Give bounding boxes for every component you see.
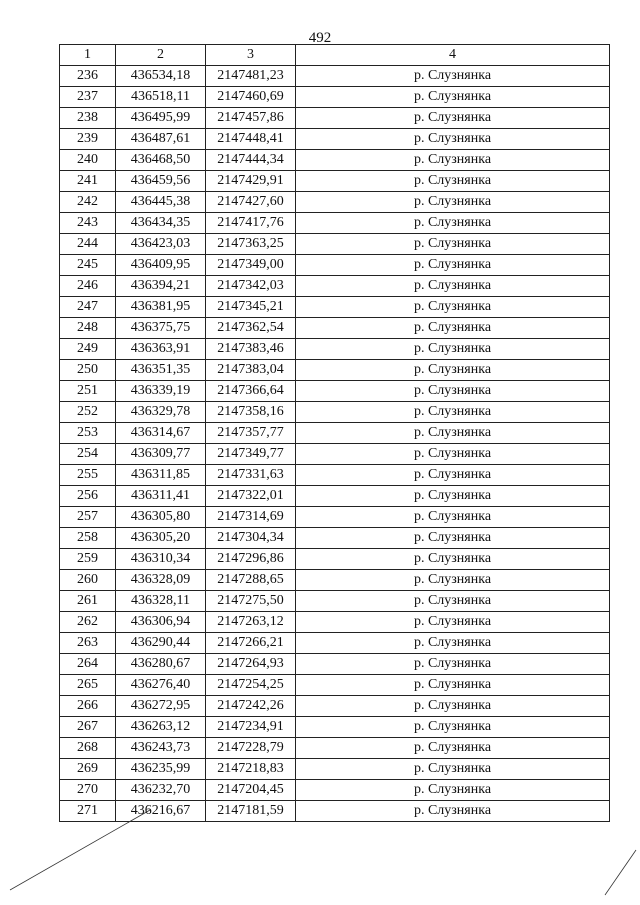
row-number-cell: 244 xyxy=(60,234,116,255)
description-cell: р. Слузнянка xyxy=(296,696,610,717)
y-coordinate-cell: 2147228,79 xyxy=(206,738,296,759)
y-coordinate-cell: 2147357,77 xyxy=(206,423,296,444)
row-number-cell: 267 xyxy=(60,717,116,738)
x-coordinate-cell: 436235,99 xyxy=(116,759,206,780)
y-coordinate-cell: 2147429,91 xyxy=(206,171,296,192)
y-coordinate-cell: 2147234,91 xyxy=(206,717,296,738)
description-cell: р. Слузнянка xyxy=(296,528,610,549)
x-coordinate-cell: 436534,18 xyxy=(116,66,206,87)
row-number-cell: 268 xyxy=(60,738,116,759)
column-header-2: 2 xyxy=(116,45,206,66)
row-number-cell: 240 xyxy=(60,150,116,171)
row-number-cell: 241 xyxy=(60,171,116,192)
row-number-cell: 255 xyxy=(60,465,116,486)
x-coordinate-cell: 436216,67 xyxy=(116,801,206,822)
y-coordinate-cell: 2147254,25 xyxy=(206,675,296,696)
x-coordinate-cell: 436305,80 xyxy=(116,507,206,528)
y-coordinate-cell: 2147481,23 xyxy=(206,66,296,87)
x-coordinate-cell: 436306,94 xyxy=(116,612,206,633)
x-coordinate-cell: 436314,67 xyxy=(116,423,206,444)
y-coordinate-cell: 2147218,83 xyxy=(206,759,296,780)
row-number-cell: 258 xyxy=(60,528,116,549)
x-coordinate-cell: 436487,61 xyxy=(116,129,206,150)
x-coordinate-cell: 436309,77 xyxy=(116,444,206,465)
x-coordinate-cell: 436280,67 xyxy=(116,654,206,675)
description-cell: р. Слузнянка xyxy=(296,549,610,570)
description-cell: р. Слузнянка xyxy=(296,213,610,234)
x-coordinate-cell: 436339,19 xyxy=(116,381,206,402)
row-number-cell: 247 xyxy=(60,297,116,318)
description-cell: р. Слузнянка xyxy=(296,66,610,87)
x-coordinate-cell: 436243,73 xyxy=(116,738,206,759)
description-cell: р. Слузнянка xyxy=(296,255,610,276)
y-coordinate-cell: 2147304,34 xyxy=(206,528,296,549)
y-coordinate-cell: 2147427,60 xyxy=(206,192,296,213)
description-cell: р. Слузнянка xyxy=(296,591,610,612)
row-number-cell: 243 xyxy=(60,213,116,234)
row-number-cell: 248 xyxy=(60,318,116,339)
x-coordinate-cell: 436445,38 xyxy=(116,192,206,213)
description-cell: р. Слузнянка xyxy=(296,465,610,486)
y-coordinate-cell: 2147460,69 xyxy=(206,87,296,108)
description-cell: р. Слузнянка xyxy=(296,759,610,780)
description-cell: р. Слузнянка xyxy=(296,108,610,129)
y-coordinate-cell: 2147349,77 xyxy=(206,444,296,465)
pen-stroke-left xyxy=(10,810,150,890)
row-number-cell: 259 xyxy=(60,549,116,570)
row-number-cell: 257 xyxy=(60,507,116,528)
x-coordinate-cell: 436409,95 xyxy=(116,255,206,276)
description-cell: р. Слузнянка xyxy=(296,129,610,150)
y-coordinate-cell: 2147366,64 xyxy=(206,381,296,402)
description-cell: р. Слузнянка xyxy=(296,675,610,696)
description-cell: р. Слузнянка xyxy=(296,150,610,171)
x-coordinate-cell: 436495,99 xyxy=(116,108,206,129)
y-coordinate-cell: 2147266,21 xyxy=(206,633,296,654)
y-coordinate-cell: 2147263,12 xyxy=(206,612,296,633)
x-coordinate-cell: 436459,56 xyxy=(116,171,206,192)
x-coordinate-cell: 436394,21 xyxy=(116,276,206,297)
description-cell: р. Слузнянка xyxy=(296,276,610,297)
description-cell: р. Слузнянка xyxy=(296,234,610,255)
x-coordinate-cell: 436381,95 xyxy=(116,297,206,318)
description-cell: р. Слузнянка xyxy=(296,318,610,339)
y-coordinate-cell: 2147342,03 xyxy=(206,276,296,297)
y-coordinate-cell: 2147383,04 xyxy=(206,360,296,381)
description-cell: р. Слузнянка xyxy=(296,633,610,654)
x-coordinate-cell: 436305,20 xyxy=(116,528,206,549)
y-coordinate-cell: 2147383,46 xyxy=(206,339,296,360)
x-coordinate-cell: 436310,34 xyxy=(116,549,206,570)
description-cell: р. Слузнянка xyxy=(296,486,610,507)
y-coordinate-cell: 2147204,45 xyxy=(206,780,296,801)
row-number-cell: 237 xyxy=(60,87,116,108)
x-coordinate-cell: 436363,91 xyxy=(116,339,206,360)
x-coordinate-cell: 436290,44 xyxy=(116,633,206,654)
row-number-cell: 250 xyxy=(60,360,116,381)
row-number-cell: 239 xyxy=(60,129,116,150)
y-coordinate-cell: 2147242,26 xyxy=(206,696,296,717)
y-coordinate-cell: 2147362,54 xyxy=(206,318,296,339)
y-coordinate-cell: 2147345,21 xyxy=(206,297,296,318)
row-number-cell: 242 xyxy=(60,192,116,213)
x-coordinate-cell: 436328,09 xyxy=(116,570,206,591)
x-coordinate-cell: 436329,78 xyxy=(116,402,206,423)
description-cell: р. Слузнянка xyxy=(296,801,610,822)
y-coordinate-cell: 2147349,00 xyxy=(206,255,296,276)
row-number-cell: 256 xyxy=(60,486,116,507)
y-coordinate-cell: 2147314,69 xyxy=(206,507,296,528)
row-number-cell: 271 xyxy=(60,801,116,822)
y-coordinate-cell: 2147358,16 xyxy=(206,402,296,423)
pen-stroke-right xyxy=(605,850,636,895)
row-number-cell: 236 xyxy=(60,66,116,87)
description-cell: р. Слузнянка xyxy=(296,612,610,633)
row-number-cell: 262 xyxy=(60,612,116,633)
x-coordinate-cell: 436276,40 xyxy=(116,675,206,696)
description-cell: р. Слузнянка xyxy=(296,507,610,528)
y-coordinate-cell: 2147448,41 xyxy=(206,129,296,150)
x-coordinate-cell: 436272,95 xyxy=(116,696,206,717)
row-number-cell: 254 xyxy=(60,444,116,465)
x-coordinate-cell: 436311,41 xyxy=(116,486,206,507)
description-cell: р. Слузнянка xyxy=(296,780,610,801)
y-coordinate-cell: 2147322,01 xyxy=(206,486,296,507)
description-cell: р. Слузнянка xyxy=(296,297,610,318)
y-coordinate-cell: 2147331,63 xyxy=(206,465,296,486)
description-cell: р. Слузнянка xyxy=(296,381,610,402)
x-coordinate-cell: 436434,35 xyxy=(116,213,206,234)
y-coordinate-cell: 2147457,86 xyxy=(206,108,296,129)
row-number-cell: 263 xyxy=(60,633,116,654)
row-number-cell: 269 xyxy=(60,759,116,780)
row-number-cell: 252 xyxy=(60,402,116,423)
row-number-cell: 245 xyxy=(60,255,116,276)
y-coordinate-cell: 2147275,50 xyxy=(206,591,296,612)
row-number-cell: 270 xyxy=(60,780,116,801)
row-number-cell: 265 xyxy=(60,675,116,696)
description-cell: р. Слузнянка xyxy=(296,444,610,465)
description-cell: р. Слузнянка xyxy=(296,738,610,759)
x-coordinate-cell: 436351,35 xyxy=(116,360,206,381)
x-coordinate-cell: 436232,70 xyxy=(116,780,206,801)
row-number-cell: 246 xyxy=(60,276,116,297)
page-number: 492 xyxy=(308,30,332,46)
description-cell: р. Слузнянка xyxy=(296,87,610,108)
row-number-cell: 264 xyxy=(60,654,116,675)
y-coordinate-cell: 2147444,34 xyxy=(206,150,296,171)
column-header-1: 1 xyxy=(60,45,116,66)
row-number-cell: 251 xyxy=(60,381,116,402)
row-number-cell: 260 xyxy=(60,570,116,591)
row-number-cell: 238 xyxy=(60,108,116,129)
description-cell: р. Слузнянка xyxy=(296,171,610,192)
description-cell: р. Слузнянка xyxy=(296,339,610,360)
description-cell: р. Слузнянка xyxy=(296,717,610,738)
x-coordinate-cell: 436375,75 xyxy=(116,318,206,339)
description-cell: р. Слузнянка xyxy=(296,654,610,675)
y-coordinate-cell: 2147181,59 xyxy=(206,801,296,822)
description-cell: р. Слузнянка xyxy=(296,570,610,591)
row-number-cell: 249 xyxy=(60,339,116,360)
x-coordinate-cell: 436263,12 xyxy=(116,717,206,738)
description-cell: р. Слузнянка xyxy=(296,192,610,213)
y-coordinate-cell: 2147296,86 xyxy=(206,549,296,570)
description-cell: р. Слузнянка xyxy=(296,360,610,381)
row-number-cell: 253 xyxy=(60,423,116,444)
row-number-cell: 266 xyxy=(60,696,116,717)
y-coordinate-cell: 2147417,76 xyxy=(206,213,296,234)
row-number-cell: 261 xyxy=(60,591,116,612)
description-cell: р. Слузнянка xyxy=(296,402,610,423)
x-coordinate-cell: 436328,11 xyxy=(116,591,206,612)
column-header-3: 3 xyxy=(206,45,296,66)
y-coordinate-cell: 2147264,93 xyxy=(206,654,296,675)
y-coordinate-cell: 2147363,25 xyxy=(206,234,296,255)
x-coordinate-cell: 436311,85 xyxy=(116,465,206,486)
x-coordinate-cell: 436423,03 xyxy=(116,234,206,255)
description-cell: р. Слузнянка xyxy=(296,423,610,444)
y-coordinate-cell: 2147288,65 xyxy=(206,570,296,591)
x-coordinate-cell: 436518,11 xyxy=(116,87,206,108)
column-header-4: 4 xyxy=(296,45,610,66)
x-coordinate-cell: 436468,50 xyxy=(116,150,206,171)
